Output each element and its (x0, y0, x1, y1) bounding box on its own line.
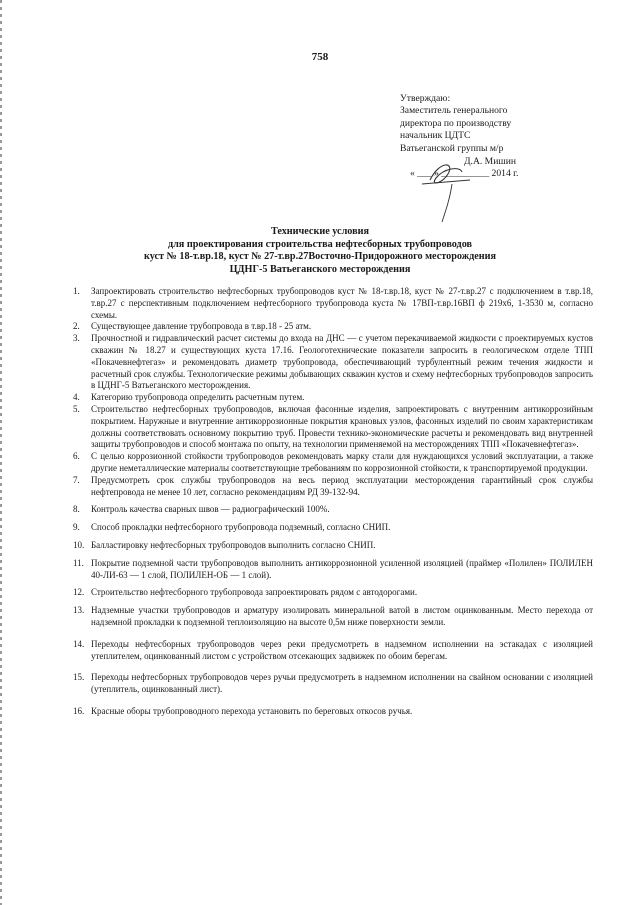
item-number: 14. (73, 638, 85, 649)
list-item (73, 605, 593, 629)
approval-line: Заместитель генерального (400, 105, 508, 117)
conditions-list (73, 286, 593, 718)
list-item (73, 504, 593, 516)
item-text: Способ прокладки нефтесборного трубопровода подземный, согласно СНИП. (91, 522, 391, 533)
list-item (73, 706, 593, 718)
approval-date: « ___ » __________ 2014 г. (410, 168, 519, 180)
item-text: Балластировку нефтесборных трубопроводов выполнить согласно СНИП. (91, 539, 376, 550)
item-number: 3. (73, 333, 80, 344)
title-line: Технические условия (270, 226, 370, 237)
item-number: 13. (73, 605, 85, 616)
list-item (73, 404, 593, 451)
item-text: Покрытие подземной части трубопроводов выполнить антикоррозионной усиленной изоляцией (праймер «Полилен» ПОЛИЛЕН 40-ЛИ-63 — 1 слой, ПОЛИЛЕН-ОБ — 1 слой). (91, 557, 593, 580)
item-text: Запроектировать строительство нефтесборных трубопроводов куст № 18-т.вр.18, куст № 27-т.вр.27 с подключением в т.вр.18, т.вр.27 с перспективным подключением нефтесборного трубопровода куста № 17ВП-т.вр.16ВП ф 219х6, 1-3530 м, согласно схемы. (91, 286, 593, 320)
document-title (40, 226, 600, 276)
item-text: Переходы нефтесборных трубопроводов через ручьи предусмотреть в надземном исполнении на свайном основании с изоляцией (утеплитель, оцинкованный лист). (91, 672, 593, 695)
item-number: 7. (73, 474, 80, 485)
item-number: 1. (73, 286, 80, 296)
handwritten-signature (400, 150, 490, 230)
approval-line: директора по производству (400, 117, 512, 129)
list-item (73, 672, 593, 696)
title-line: ЦДНГ-5 Ватьеганского месторождения (229, 263, 411, 275)
list-item (73, 286, 593, 321)
title-line: для проектирования строительства нефтесборных трубопроводов (167, 238, 473, 250)
item-number: 9. (73, 522, 80, 533)
title-line: куст № 18-т.вр.18, куст № 27-т.вр.27Восточно-Придорожного месторождения (143, 251, 497, 263)
item-number: 6. (73, 451, 80, 462)
item-text: Строительство нефтесборных трубопроводов, включая фасонные изделия, запроектировать с внутренним антикоррозийным покрытием. Наружные и внутренние антикоррозионные покрытия крановых узлов, фасонных изделий по своим характеристикам должны соответствовать основному покрытию труб. Провести технико-экономические расчеты и рекомендовать вид внутренней защиты трубопроводов и способ монтажа по опыту, на технологии применяемой на месторождениях ТПП «Покачевнефтегаз». (91, 403, 593, 450)
page-number: 758 (311, 51, 329, 63)
list-item (73, 587, 593, 599)
item-text: Существующее давление трубопровода в т.вр.18 - 25 атм. (91, 321, 312, 332)
item-text: Переходы нефтесборных трубопроводов через реки предусмотреть в надземном исполнении на эстакадах с изоляцией утеплителем, оцинкованный листом с устройством отсекающих задвижек по обоим берегам. (91, 638, 593, 661)
item-text: Предусмотреть срок службы трубопроводов на весь период эксплуатации месторождения гарантийный срок службы нефтепровода не менее 10 лет, согласно рекомендациям РД 39-132-94. (91, 474, 593, 497)
signatory-name: Д.А. Мишин (464, 156, 516, 168)
scan-fold-line (0, 0, 2, 905)
list-item (73, 639, 593, 663)
list-item (73, 558, 593, 582)
item-number: 11. (73, 557, 84, 568)
list-item (73, 522, 593, 534)
item-text: Прочностной и гидравлический расчет системы до входа на ДНС — с учетом перекачиваемой жидкости с проектируемых кустов скважин № 18.27 и существующих куста 17.16. Геологотехнические показатели запросить в геологическом отделе ТПП «Покачевнефтегаз» и рекомендовать диаметр трубопровода, обеспечивающий турбулентный режим течения жидкости и расчетный срок службы. Технологические режимы добывающих скважин кустов и схему нефтесборных трубопроводов запросить в ЦДНГ-5 Ватьеганского месторождения. (91, 333, 593, 391)
list-item (73, 392, 593, 404)
item-number: 5. (73, 403, 80, 414)
item-number: 16. (73, 705, 85, 716)
item-text: Надземные участки трубопроводов и арматуру изолировать минеральной ватой в листом оцинкованным. Место перехода от надземной прокладки к подземной теплоизоляцию на высоте 0,5м ниже поверхности земли. (91, 605, 593, 627)
item-number: 10. (73, 539, 85, 550)
item-number: 12. (73, 587, 85, 598)
approval-line: начальник ЦДТС (400, 130, 471, 142)
item-text: Контроль качества сварных швов — радиографический 100%. (91, 504, 330, 515)
list-item (73, 451, 593, 475)
list-item (73, 321, 593, 333)
list-item (73, 540, 593, 552)
item-number: 8. (73, 504, 80, 515)
list-item (73, 475, 593, 499)
list-item (73, 333, 593, 392)
item-text: С целью коррозионной стойкости трубопроводов рекомендовать марку стали для нуждающихся условий эксплуатации, а также другие неметаллические материалы соответствующие требованиям по коррозионной стойкости, к транспортируемой продукции. (91, 451, 593, 473)
approval-line: Утверждаю: (400, 93, 451, 104)
item-text: Строительство нефтесборного трубопровода запроектировать рядом с автодорогами. (91, 587, 418, 598)
item-text: Красные оборы трубопроводного перехода установить по береговых откосов ручья. (91, 705, 413, 716)
item-number: 15. (73, 672, 85, 683)
item-text: Категорию трубопровода определить расчетным путем. (91, 392, 305, 403)
item-number: 4. (73, 392, 80, 403)
approval-line: Ватьеганской группы м/р (400, 142, 504, 154)
item-number: 2. (73, 321, 80, 332)
